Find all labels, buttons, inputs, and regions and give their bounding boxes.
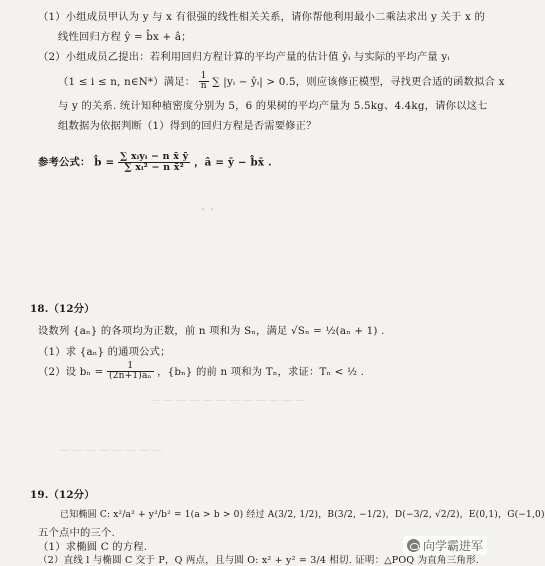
p17-ref-fraction [118, 152, 190, 173]
watermark-text: 向学霸进军 [422, 539, 483, 553]
p17-part2-sum: ∑ |yᵢ − ŷᵢ| > 0.5，则应该修正模型，寻找更合适的函数拟合 x [212, 75, 505, 88]
p19-part2: （2）直线 l 与椭圆 C 交于 P，Q 两点，且与圆 O: x² + y² = 3/4 相切. 证明：△POQ 为直角三角形. [38, 555, 479, 566]
p18-bn-fraction [107, 362, 154, 382]
p19-header: 19.（12分） [30, 489, 95, 501]
p18-stem: 设数列 {aₙ} 的各项均为正数，前 n 项和为 Sₙ，满足 √Sₙ = ½(aₙ + 1) . [38, 325, 385, 337]
p17-part2-cond: （1 ≤ i ≤ n, n∈N*）满足： [58, 75, 196, 88]
p18-header: 18.（12分） [30, 303, 95, 315]
p17-ref-b: b̂ = [94, 156, 115, 169]
p19-part1: （1）求椭圆 C 的方程. [38, 541, 148, 553]
p17-one-over-n: $\frac{1}{n}$ [200, 71, 207, 92]
p18-part2-row [38, 362, 364, 382]
p17-part2-line3: 与 y 的关系. 统计知种植密度分别为 5，6 的果树的平均产量为 5.5kg、4.4kg，请你以这七 [58, 100, 488, 112]
p17-part1-line1: （1）小组成员甲认为 y 与 x 有很强的线性相关关系，请你帮他利用最小二乘法求出 y 关于 x 的 [38, 11, 485, 23]
p17-part2-line1: （2）小组成员乙提出：若利用回归方程计算的平均产量的估计值 ŷᵢ 与实际的平均产量 yᵢ [38, 51, 450, 63]
exam-page: • • — — — — — — — — — — — — — — — — — — — — （1）小组成员甲认为 y 与 x 有很强的线性相关关系，请你帮他利用最小二乘法求出 y 关于 x 的 线性回归方程 ŷ = b̂x + â； （2）小组成员乙提出：若利用回归方程计算的平均产量的估计值 ŷᵢ 与实际的平均产量 yᵢ （1 ≤ i ≤ n, n∈N*）满足： $\frac{1}{n}$ ∑ |yᵢ − ŷᵢ| > 0.5，则应该修正模型，寻找更合适的函数拟合 x 与 y 的关系. 统计知种植密度分别为 5，6 的果树的平均产量为 5.5kg、4.4kg，请你以这七 组数据为依据判断（1）得到的回归方程是否需要修正？ 参考公式： b̂ = $\frac{\text{∑ xᵢyᵢ − n x̄ ȳ}}{\text{∑ xᵢ² − n x̄²}}$ ，â = ȳ − b̂x̄ . 18.（12分） 设数列 {aₙ} 的各项均为正数，前 n 项和为 Sₙ，满足 √Sₙ = ½(aₙ + 1) . （1）求 {aₙ} 的通项公式； （2）设 bₙ = $\frac{1}{\text{(2n+1)aₙ}}$ ，{bₙ} 的前 n 项和为 Tₙ，求证：Tₙ < ½ . 19.（12分） 已知椭圆 C: x²/a² + y²/b² = 1(a > b > 0) 经过 A(3/2, 1/2)，B(3/2, −1/2)，D(−3/2, √2/2)，E(0,1)，G(−1,0) 五个点中的三个. （1）求椭圆 C 的方程. （2）直线 l 与椭圆 C 交于 P，Q 两点，且与圆 O: x² + y² = 3/4 相切. 证明：△POQ 为直角三角形. 向学霸进军 [0, 0, 493, 563]
p18-bn-denominator: (2n+1)aₙ [108, 371, 152, 382]
p17-ref-label: 参考公式： [38, 156, 91, 169]
p19-stem2: 五个点中的三个. [38, 527, 115, 539]
p17-part2-line4: 组数据为依据判断（1）得到的回归方程是否需要修正？ [58, 120, 317, 132]
wechat-icon [407, 539, 420, 552]
p18-part1: （1）求 {aₙ} 的通项公式； [38, 346, 171, 358]
p18-part2-a: （2）设 bₙ = [38, 365, 104, 378]
p18-part2-b: ，{bₙ} 的前 n 项和为 Tₙ，求证：Tₙ < ½ . [157, 365, 365, 378]
p19-stem: 已知椭圆 C: x²/a² + y²/b² = 1(a > b > 0) 经过 A(3/2, 1/2)，B(3/2, −1/2)，D(−3/2, √2/2)，E(0,1)，G(−1,0) [60, 510, 545, 520]
p17-part1-line2: 线性回归方程 ŷ = b̂x + â； [58, 31, 192, 43]
p17-ref-denominator: ∑ xᵢ² − n x̄² [124, 161, 185, 173]
watermark [403, 536, 487, 555]
p17-ref-row [38, 152, 272, 173]
p17-part2-cond-row [58, 72, 505, 92]
p17-ref-a: ，â = ȳ − b̂x̄ . [194, 156, 272, 169]
p18-bn-numerator: 1 [107, 362, 154, 372]
p17-ref-numerator: ∑ xᵢyᵢ − n x̄ ȳ [120, 151, 189, 162]
